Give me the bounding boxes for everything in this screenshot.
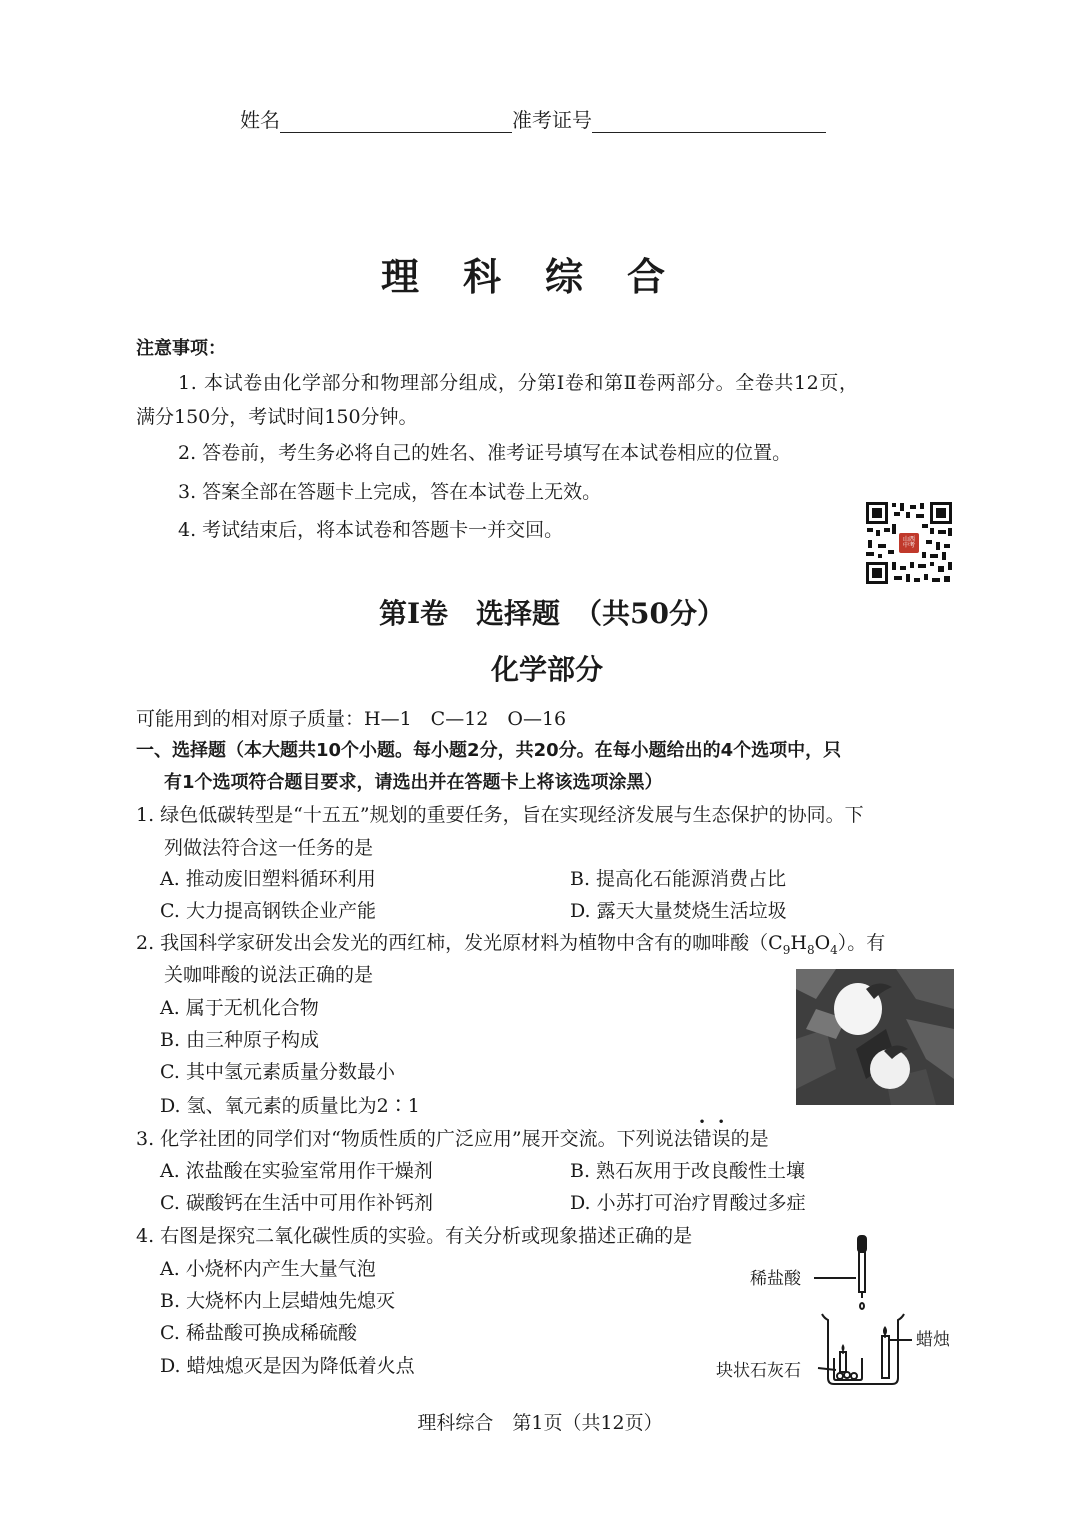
label-candle: 蜡烛	[916, 1330, 950, 1350]
q2-stem-post: ）。有	[837, 932, 886, 954]
name-label: 姓名	[240, 108, 280, 132]
note-item-1-cont: 满分150分，考试时间150分钟。	[136, 406, 418, 428]
q2-option-d[interactable]: D. 氢、氧元素的质量比为2∶1	[160, 1095, 420, 1117]
q4-option-b[interactable]: B. 大烧杯内上层蜡烛先熄灭	[160, 1290, 396, 1312]
q4-stem: 4. 右图是探究二氧化碳性质的实验。有关分析或现象描述正确的是	[136, 1225, 693, 1247]
note-item-2: 2. 答卷前，考生务必将自己的姓名、准考证号填写在本试卷相应的位置。	[178, 442, 792, 464]
exam-id-label: 准考证号	[512, 108, 592, 132]
q3-emphasis-1: 错	[692, 1128, 712, 1150]
q1-option-d[interactable]: D. 露天大量焚烧生活垃圾	[570, 900, 787, 922]
q3-option-d[interactable]: D. 小苏打可治疗胃酸过多症	[570, 1192, 806, 1214]
q2-h: H	[790, 932, 807, 954]
instructions-line-2: 有1个选项符合题目要求，请选出并在答题卡上将该选项涂黑）	[164, 772, 663, 793]
note-item-4: 4. 考试结束后，将本试卷和答题卡一并交回。	[178, 519, 564, 541]
q3-emphasis-2: 误	[711, 1128, 731, 1150]
note-item-3: 3. 答案全部在答题卡上完成，答在本试卷上无效。	[178, 481, 602, 503]
q1-stem-line-2: 列做法符合这一任务的是	[164, 837, 374, 859]
q1-stem-line-1: 1. 绿色低碳转型是“十五五”规划的重要任务，旨在实现经济发展与生态保护的协同。下	[136, 804, 864, 826]
q4-option-a[interactable]: A. 小烧杯内产生大量气泡	[160, 1258, 376, 1280]
label-limestone: 块状石灰石	[716, 1361, 801, 1381]
q2-stem-line-2: 关咖啡酸的说法正确的是	[164, 964, 374, 986]
qr-code[interactable]	[864, 500, 954, 586]
qr-badge: 山西中考	[902, 536, 915, 549]
part-title: 化学部分	[490, 653, 603, 686]
q2-o: O	[814, 932, 831, 954]
q4-option-c[interactable]: C. 稀盐酸可换成稀硫酸	[160, 1322, 357, 1344]
q3-option-b[interactable]: B. 熟石灰用于改良酸性土壤	[570, 1160, 806, 1182]
note-item-1: 1. 本试卷由化学部分和物理部分组成，分第Ⅰ卷和第Ⅱ卷两部分。全卷共12页，	[178, 372, 859, 394]
label-dilute-hcl: 稀盐酸	[750, 1269, 801, 1289]
q2-stem-line-1	[136, 930, 885, 963]
q4-option-d[interactable]: D. 蜡烛熄灭是因为降低着火点	[160, 1355, 415, 1377]
q1-option-c[interactable]: C. 大力提高钢铁企业产能	[160, 900, 376, 922]
notes-heading: 注意事项：	[136, 338, 226, 359]
page-footer: 理科综合 第1页（共12页）	[417, 1412, 663, 1434]
section-title: 第Ⅰ卷 选择题 （共50分）	[378, 597, 726, 630]
name-blank[interactable]	[280, 110, 512, 133]
q2-option-b[interactable]: B. 由三种原子构成	[160, 1029, 320, 1051]
q3-option-c[interactable]: C. 碳酸钙在生活中可用作补钙剂	[160, 1192, 433, 1214]
q3-stem	[136, 1126, 769, 1152]
q1-option-a[interactable]: A. 推动废旧塑料循环利用	[160, 868, 376, 890]
instructions-line-1: 一、选择题（本大题共10个小题。每小题2分，共20分。在每小题给出的4个选项中，只	[136, 740, 842, 761]
glowing-tomato-photo	[796, 969, 954, 1105]
q2-sub-o: 4	[830, 942, 838, 957]
q2-sub-h: 8	[806, 942, 815, 957]
q3-stem-pre: 3. 化学社团的同学们对“物质性质的广泛应用”展开交流。下列说法	[136, 1128, 693, 1150]
q2-stem-pre: 2. 我国科学家研发出会发光的西红柿，发光原材料为植物中含有的咖啡酸（C	[136, 932, 783, 954]
q2-sub-c: 9	[782, 942, 791, 957]
q3-option-a[interactable]: A. 浓盐酸在实验室常用作干燥剂	[160, 1160, 433, 1182]
q1-option-b[interactable]: B. 提高化石能源消费占比	[570, 868, 787, 890]
q2-option-a[interactable]: A. 属于无机化合物	[160, 997, 319, 1019]
exam-id-blank[interactable]	[592, 110, 826, 133]
q2-option-c[interactable]: C. 其中氢元素质量分数最小	[160, 1061, 395, 1083]
atomic-masses: 可能用到的相对原子质量：H—1 C—12 O—16	[136, 708, 567, 730]
q3-stem-post: 的是	[730, 1128, 769, 1150]
candidate-info-row	[240, 104, 826, 133]
exam-title: 理科综合	[380, 254, 709, 299]
glowing-tomato-image	[796, 969, 954, 1105]
